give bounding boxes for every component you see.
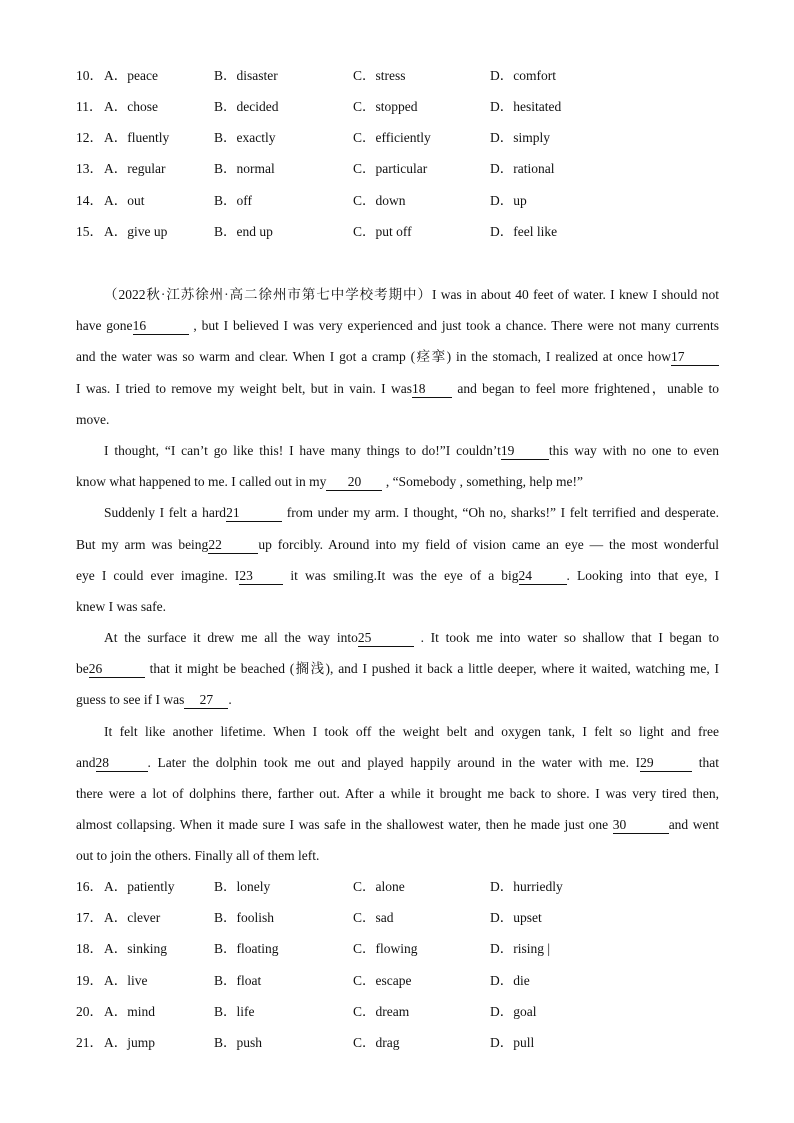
option-d: D．goal	[490, 1004, 537, 1019]
blank-27: 27	[184, 692, 228, 709]
cloze-passage	[76, 282, 719, 875]
passage-line	[76, 563, 719, 594]
passage-text: I was in about 40 feet of water. I knew I should not	[431, 287, 719, 302]
option-d: D．hurriedly	[490, 879, 563, 894]
option-a: A．regular	[104, 161, 166, 176]
blank-29: 29	[640, 755, 692, 772]
passage-line	[76, 532, 719, 563]
passage-text: . It took me into water so shallow that I began to	[420, 630, 719, 646]
option-b: B．push	[214, 1035, 263, 1050]
option-a: A．sinking	[104, 941, 168, 956]
passage-text: out to join the others. Finally all of them left.	[76, 848, 320, 864]
passage-line	[76, 376, 719, 407]
passage-text: Suddenly I felt a hard	[104, 505, 227, 521]
option-a: A．give up	[104, 224, 168, 239]
question-number: 21．	[76, 1035, 103, 1050]
option-b: B．disaster	[214, 68, 278, 83]
passage-line	[76, 781, 719, 812]
passage-text: and	[76, 754, 96, 770]
passage-line	[76, 843, 719, 874]
question-number: 14．	[76, 193, 103, 208]
option-d: D．feel like	[490, 224, 558, 239]
passage-text: , but I believed I was very experienced and just took a chance. There were not many currents	[193, 318, 719, 334]
option-a: A．clever	[104, 910, 161, 925]
option-b: B．decided	[214, 99, 279, 114]
passage-text: , “Somebody , something, help me!”	[385, 474, 584, 490]
blank-24: 24	[519, 568, 567, 585]
option-a: A．live	[104, 973, 148, 988]
passage-text: it was smiling.It was the eye of a big	[290, 567, 519, 583]
passage-line	[76, 407, 719, 438]
passage-line	[76, 438, 719, 469]
passage-text: from under my arm. I thought, “Oh no, sharks!” I felt terrified and desperate.	[286, 505, 720, 521]
option-b: B．life	[214, 1004, 255, 1019]
passage-text: knew I was safe.	[76, 598, 166, 614]
question-number: 17．	[76, 910, 103, 925]
passage-line	[76, 344, 719, 375]
option-b: B．float	[214, 973, 262, 988]
question-number: 20．	[76, 1004, 103, 1019]
option-d: D．up	[490, 193, 527, 208]
option-a: A．fluently	[104, 130, 170, 145]
blank-17: 17	[671, 349, 719, 366]
option-c: C．alone	[353, 879, 405, 894]
option-b: B．floating	[214, 941, 279, 956]
passage-text: have gone	[76, 318, 133, 334]
option-b: B．lonely	[214, 879, 271, 894]
passage-text: . Looking into that eye, I	[566, 567, 720, 583]
option-b: B．off	[214, 193, 253, 208]
question-number: 11．	[76, 99, 103, 114]
option-b: B．end up	[214, 224, 273, 239]
passage-text: be	[76, 661, 89, 677]
option-d: D．simply	[490, 130, 551, 145]
option-c: C．dream	[353, 1004, 410, 1019]
passage-text: that	[698, 754, 719, 770]
source-citation: （2022秋·江苏徐州·高二徐州市第七中学校考期中）	[104, 287, 432, 302]
question-number: 13．	[76, 161, 103, 176]
blank-25: 25	[358, 630, 414, 647]
question-number: 18．	[76, 941, 103, 956]
option-d: D．comfort	[490, 68, 556, 83]
passage-text: eye I could ever imagine. I	[76, 567, 240, 583]
passage-line	[76, 313, 719, 344]
passage-text: At the surface it drew me all the way into	[104, 630, 358, 646]
passage-line	[76, 719, 719, 750]
option-d: D．die	[490, 973, 530, 988]
option-a: A．patiently	[104, 879, 175, 894]
passage-line	[76, 750, 719, 781]
passage-text: there were a lot of dolphins there, farther out. After a while it brought me back to shore. I was very tired then,	[76, 786, 719, 801]
passage-line	[76, 625, 719, 656]
option-c: C．particular	[353, 161, 428, 176]
passage-line	[76, 469, 719, 500]
option-c: C．drag	[353, 1035, 400, 1050]
option-a: A．mind	[104, 1004, 156, 1019]
option-c: C．flowing	[353, 941, 418, 956]
option-b: B．foolish	[214, 910, 275, 925]
passage-text: that it might be beached (搁浅), and I pushed it back a little deeper, where it waited, watching me, I	[149, 661, 720, 677]
option-c: C．stress	[353, 68, 406, 83]
option-d: D．pull	[490, 1035, 535, 1050]
option-c: C．efficiently	[353, 130, 431, 145]
passage-line	[76, 594, 719, 625]
passage-text: and went	[668, 817, 719, 833]
option-d: D．rational	[490, 161, 555, 176]
passage-text: this way with no one to even	[548, 442, 720, 458]
blank-28: 28	[96, 755, 148, 772]
question-number: 19．	[76, 973, 103, 988]
blank-20: 20	[326, 474, 382, 491]
passage-text: and began to feel more frightened，unable to	[457, 380, 719, 396]
passage-line	[76, 687, 719, 718]
option-a: A．chose	[104, 99, 158, 114]
passage-line	[76, 656, 719, 687]
option-b: B．normal	[214, 161, 275, 176]
blank-18: 18	[412, 381, 452, 398]
option-a: A．jump	[104, 1035, 156, 1050]
passage-text: move.	[76, 411, 110, 427]
blank-26: 26	[89, 661, 145, 678]
blank-16: 16	[133, 318, 189, 335]
passage-text: But my arm was being	[76, 536, 209, 552]
passage-text: up forcibly. Around into my field of vision came an eye — the most wonderful	[258, 536, 719, 552]
blank-22: 22	[208, 537, 258, 554]
option-a: A．peace	[104, 68, 158, 83]
blank-30: 30	[613, 817, 669, 834]
passage-text: and the water was so warm and clear. When I got a cramp (痉挛) in the stomach, I realized at once how	[76, 349, 671, 365]
question-number: 15．	[76, 224, 103, 239]
passage-text: almost collapsing. When it made sure I was safe in the shallowest water, then he made just one	[76, 817, 609, 833]
passage-line	[76, 282, 719, 313]
option-c: C．stopped	[353, 99, 418, 114]
blank-23: 23	[239, 568, 283, 585]
passage-text: It felt like another lifetime. When I took off the weight belt and oxygen tank, I felt so light and free	[104, 723, 719, 739]
passage-text: guess to see if I was	[76, 692, 185, 708]
passage-text: I was. I tried to remove my weight belt, but in vain. I was	[76, 380, 412, 396]
blank-19: 19	[501, 443, 549, 460]
option-a: A．out	[104, 193, 145, 208]
option-c: C．escape	[353, 973, 412, 988]
passage-text: . Later the dolphin took me out and played happily around in the water with me. I	[147, 754, 641, 770]
option-d: D．rising |	[490, 941, 551, 956]
passage-text: .	[228, 692, 232, 708]
passage-text: know what happened to me. I called out in my	[76, 474, 327, 490]
option-c: C．sad	[353, 910, 394, 925]
question-number: 16．	[76, 879, 103, 894]
question-number: 10．	[76, 68, 103, 83]
question-number: 12．	[76, 130, 103, 145]
option-c: C．down	[353, 193, 406, 208]
passage-text: I thought, “I can’t go like this! I have many things to do!”I couldn’t	[104, 442, 501, 458]
passage-line	[76, 812, 719, 843]
option-c: C．put off	[353, 224, 412, 239]
option-b: B．exactly	[214, 130, 276, 145]
passage-line	[76, 500, 719, 531]
blank-21: 21	[226, 505, 282, 522]
option-d: D．hesitated	[490, 99, 562, 114]
option-d: D．upset	[490, 910, 542, 925]
